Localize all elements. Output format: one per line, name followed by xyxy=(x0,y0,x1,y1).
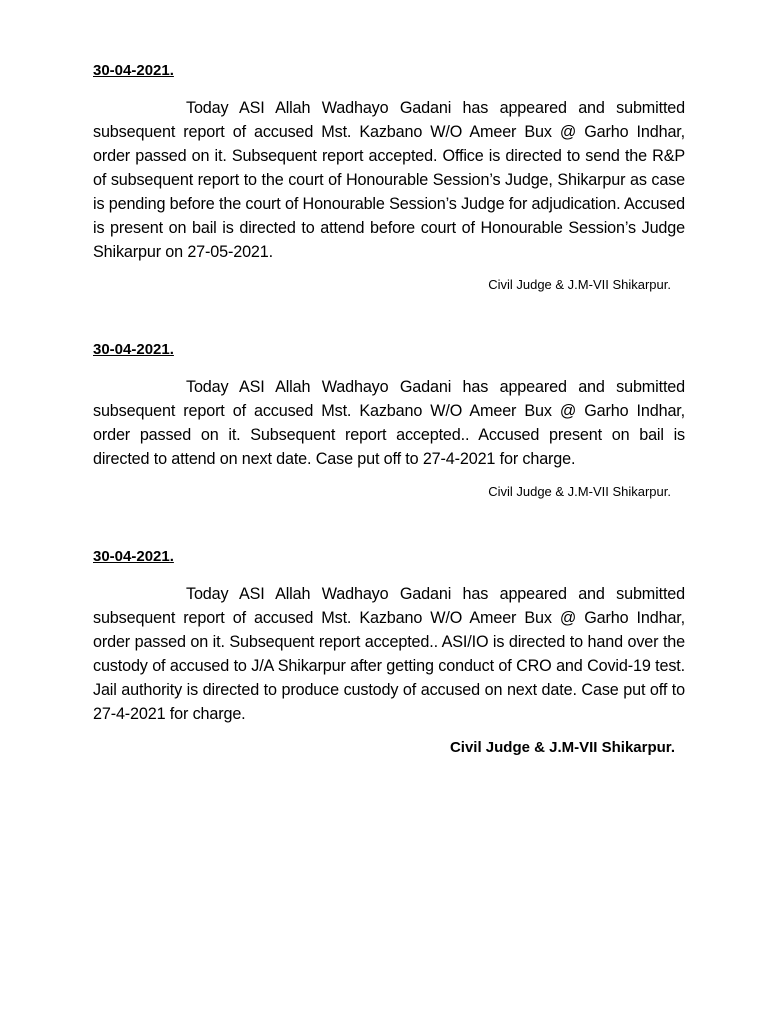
order-text: Today ASI Allah Wadhayo Gadani has appeared and submitted subsequent report of accused Mst. Kazbano W/O Ameer Bux @ Garho Indhar, order passed on it. Subsequent report accepted. Office is directed to send the R&P of subsequent report to the court of Honourable Session’s Judge, Shikarpur as case is pending before the court of Honourable Session’s Judge for adjudication. Accused is present on bail is directed to attend before court of Honourable Session’s Judge Shikarpur on 27-05-2021. xyxy=(93,99,685,261)
order-entry-2 xyxy=(93,341,685,506)
order-date: 30-04-2021. xyxy=(93,62,174,79)
order-text: Today ASI Allah Wadhayo Gadani has appeared and submitted subsequent report of accused Mst. Kazbano W/O Ameer Bux @ Garho Indhar, order passed on it. Subsequent report accepted.. ASI/IO is directed to hand over the custody of accused to J/A Shikarpur after getting conduct of CRO and Covid-19 test. Jail authority is directed to produce custody of accused on next date. Case put off to 27-4-2021 for charge. xyxy=(93,585,685,723)
order-entry-3 xyxy=(93,548,685,763)
judge-signature: Civil Judge & J.M-VII Shikarpur. xyxy=(488,484,671,499)
order-text: Today ASI Allah Wadhayo Gadani has appeared and submitted subsequent report of accused Mst. Kazbano W/O Ameer Bux @ Garho Indhar, order passed on it. Subsequent report accepted.. Accused present on bail is directed to attend on next date. Case put off to 27-4-2021 for charge. xyxy=(93,378,685,468)
order-date: 30-04-2021. xyxy=(93,548,174,565)
judge-signature: Civil Judge & J.M-VII Shikarpur. xyxy=(488,277,671,292)
order-entry-1 xyxy=(93,62,685,302)
order-date: 30-04-2021. xyxy=(93,341,174,358)
judge-signature: Civil Judge & J.M-VII Shikarpur. xyxy=(449,739,675,756)
